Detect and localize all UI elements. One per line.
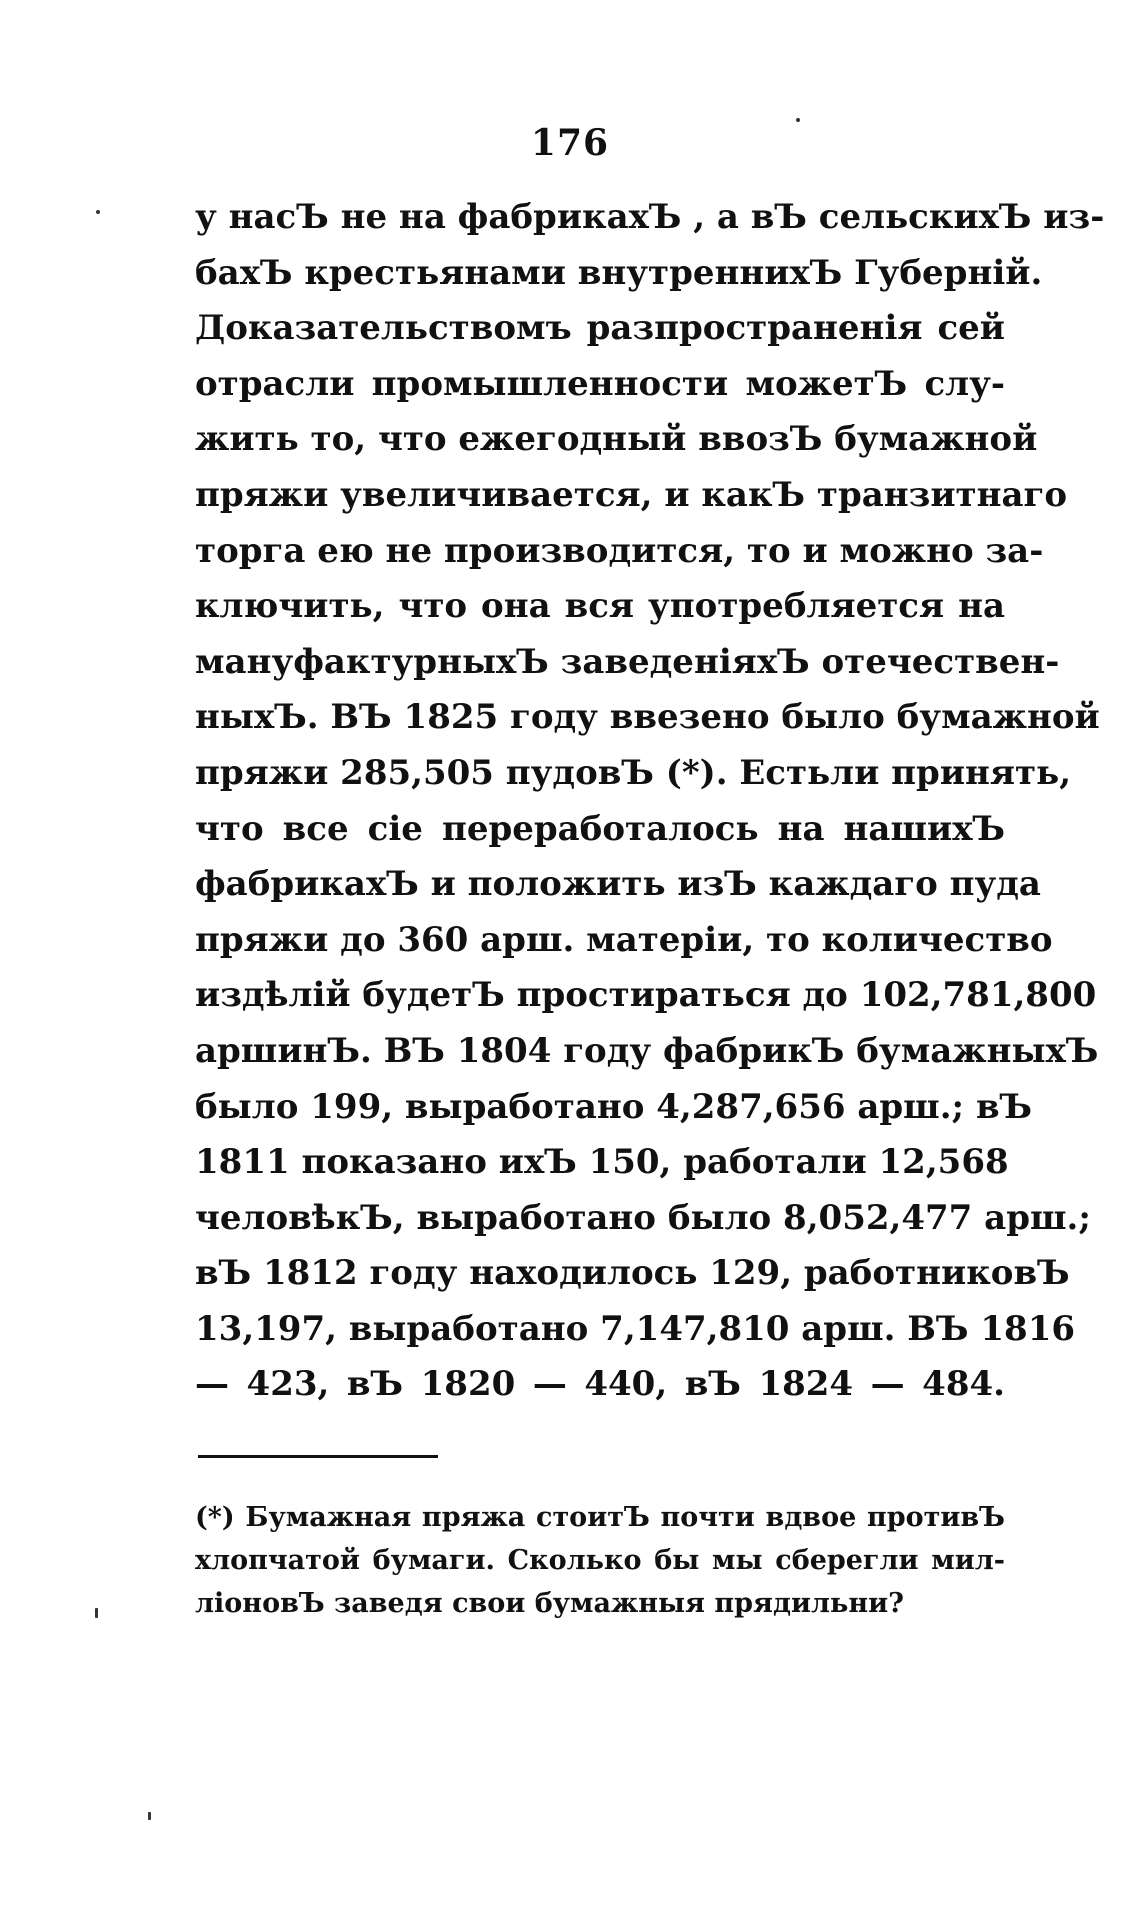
footnote-separator [198, 1455, 438, 1458]
text-line: торга ею не производится, то и можно за- [195, 530, 1044, 571]
footnote-line: (*) Бумажная пряжа стоитЪ почти вдвое противЪ [195, 1502, 1005, 1533]
text-line: вЪ 1812 году находилось 129, работниковЪ [195, 1253, 1070, 1294]
text-line: Доказательствомъ разпространенія сей [195, 308, 1005, 349]
text-line: издѣлій будетЪ простираться до 102,781,800 [195, 975, 1097, 1016]
text-line: пряжи до 360 арш. матеріи, то количество [195, 919, 1053, 960]
text-line: аршинЪ. ВЪ 1804 году фабрикЪ бумажныхЪ [195, 1030, 1099, 1071]
page-number: 176 [530, 122, 610, 164]
scan-speck [148, 1812, 151, 1820]
text-line: пряжи 285,505 пудовЪ (*). Естьли принять, [195, 752, 1072, 793]
text-line: пряжи увеличивается, и какЪ транзитнаго [195, 474, 1068, 515]
scan-speck [96, 210, 100, 214]
text-line: что все сіе переработалось на нашихЪ [195, 808, 1005, 849]
footnote-line: хлопчатой бумаги. Сколько бы мы сберегли мил- [195, 1545, 1005, 1576]
text-line: мануфактурныхЪ заведеніяхЪ отечествен- [195, 641, 1060, 682]
text-line: отрасли промышленности можетЪ слу- [195, 363, 1005, 404]
text-line: ныхЪ. ВЪ 1825 году ввезено было бумажной [195, 697, 1100, 738]
scan-speck [95, 1608, 98, 1618]
text-line: у насЪ не на фабрикахЪ , а вЪ сельскихЪ из- [195, 197, 1105, 237]
text-line: фабрикахЪ и положить изЪ каждаго пуда [195, 864, 1041, 905]
body-text [195, 190, 1105, 1413]
footnote-line: ліоновЪ заведя свои бумажныя прядильни? [195, 1588, 904, 1619]
text-line: 1811 показано ихЪ 150, работали 12,568 [195, 1142, 1009, 1183]
scan-speck [796, 118, 800, 122]
text-line: — 423, вЪ 1820 — 440, вЪ 1824 — 484. [195, 1364, 1005, 1405]
text-line: ключить, что она вся употребляется на [195, 586, 1005, 627]
text-line: 13,197, выработано 7,147,810 арш. ВЪ 1816 [195, 1308, 1076, 1349]
text-line: человѣкЪ, выработано было 8,052,477 арш.; [195, 1197, 1091, 1238]
footnote [195, 1496, 1005, 1625]
text-line: было 199, выработано 4,287,656 арш.; вЪ [195, 1086, 1033, 1127]
text-line: бахЪ крестьянами внутреннихЪ Губерній. [195, 252, 1043, 293]
text-line: жить то, что ежегодный ввозЪ бумажной [195, 419, 1038, 460]
